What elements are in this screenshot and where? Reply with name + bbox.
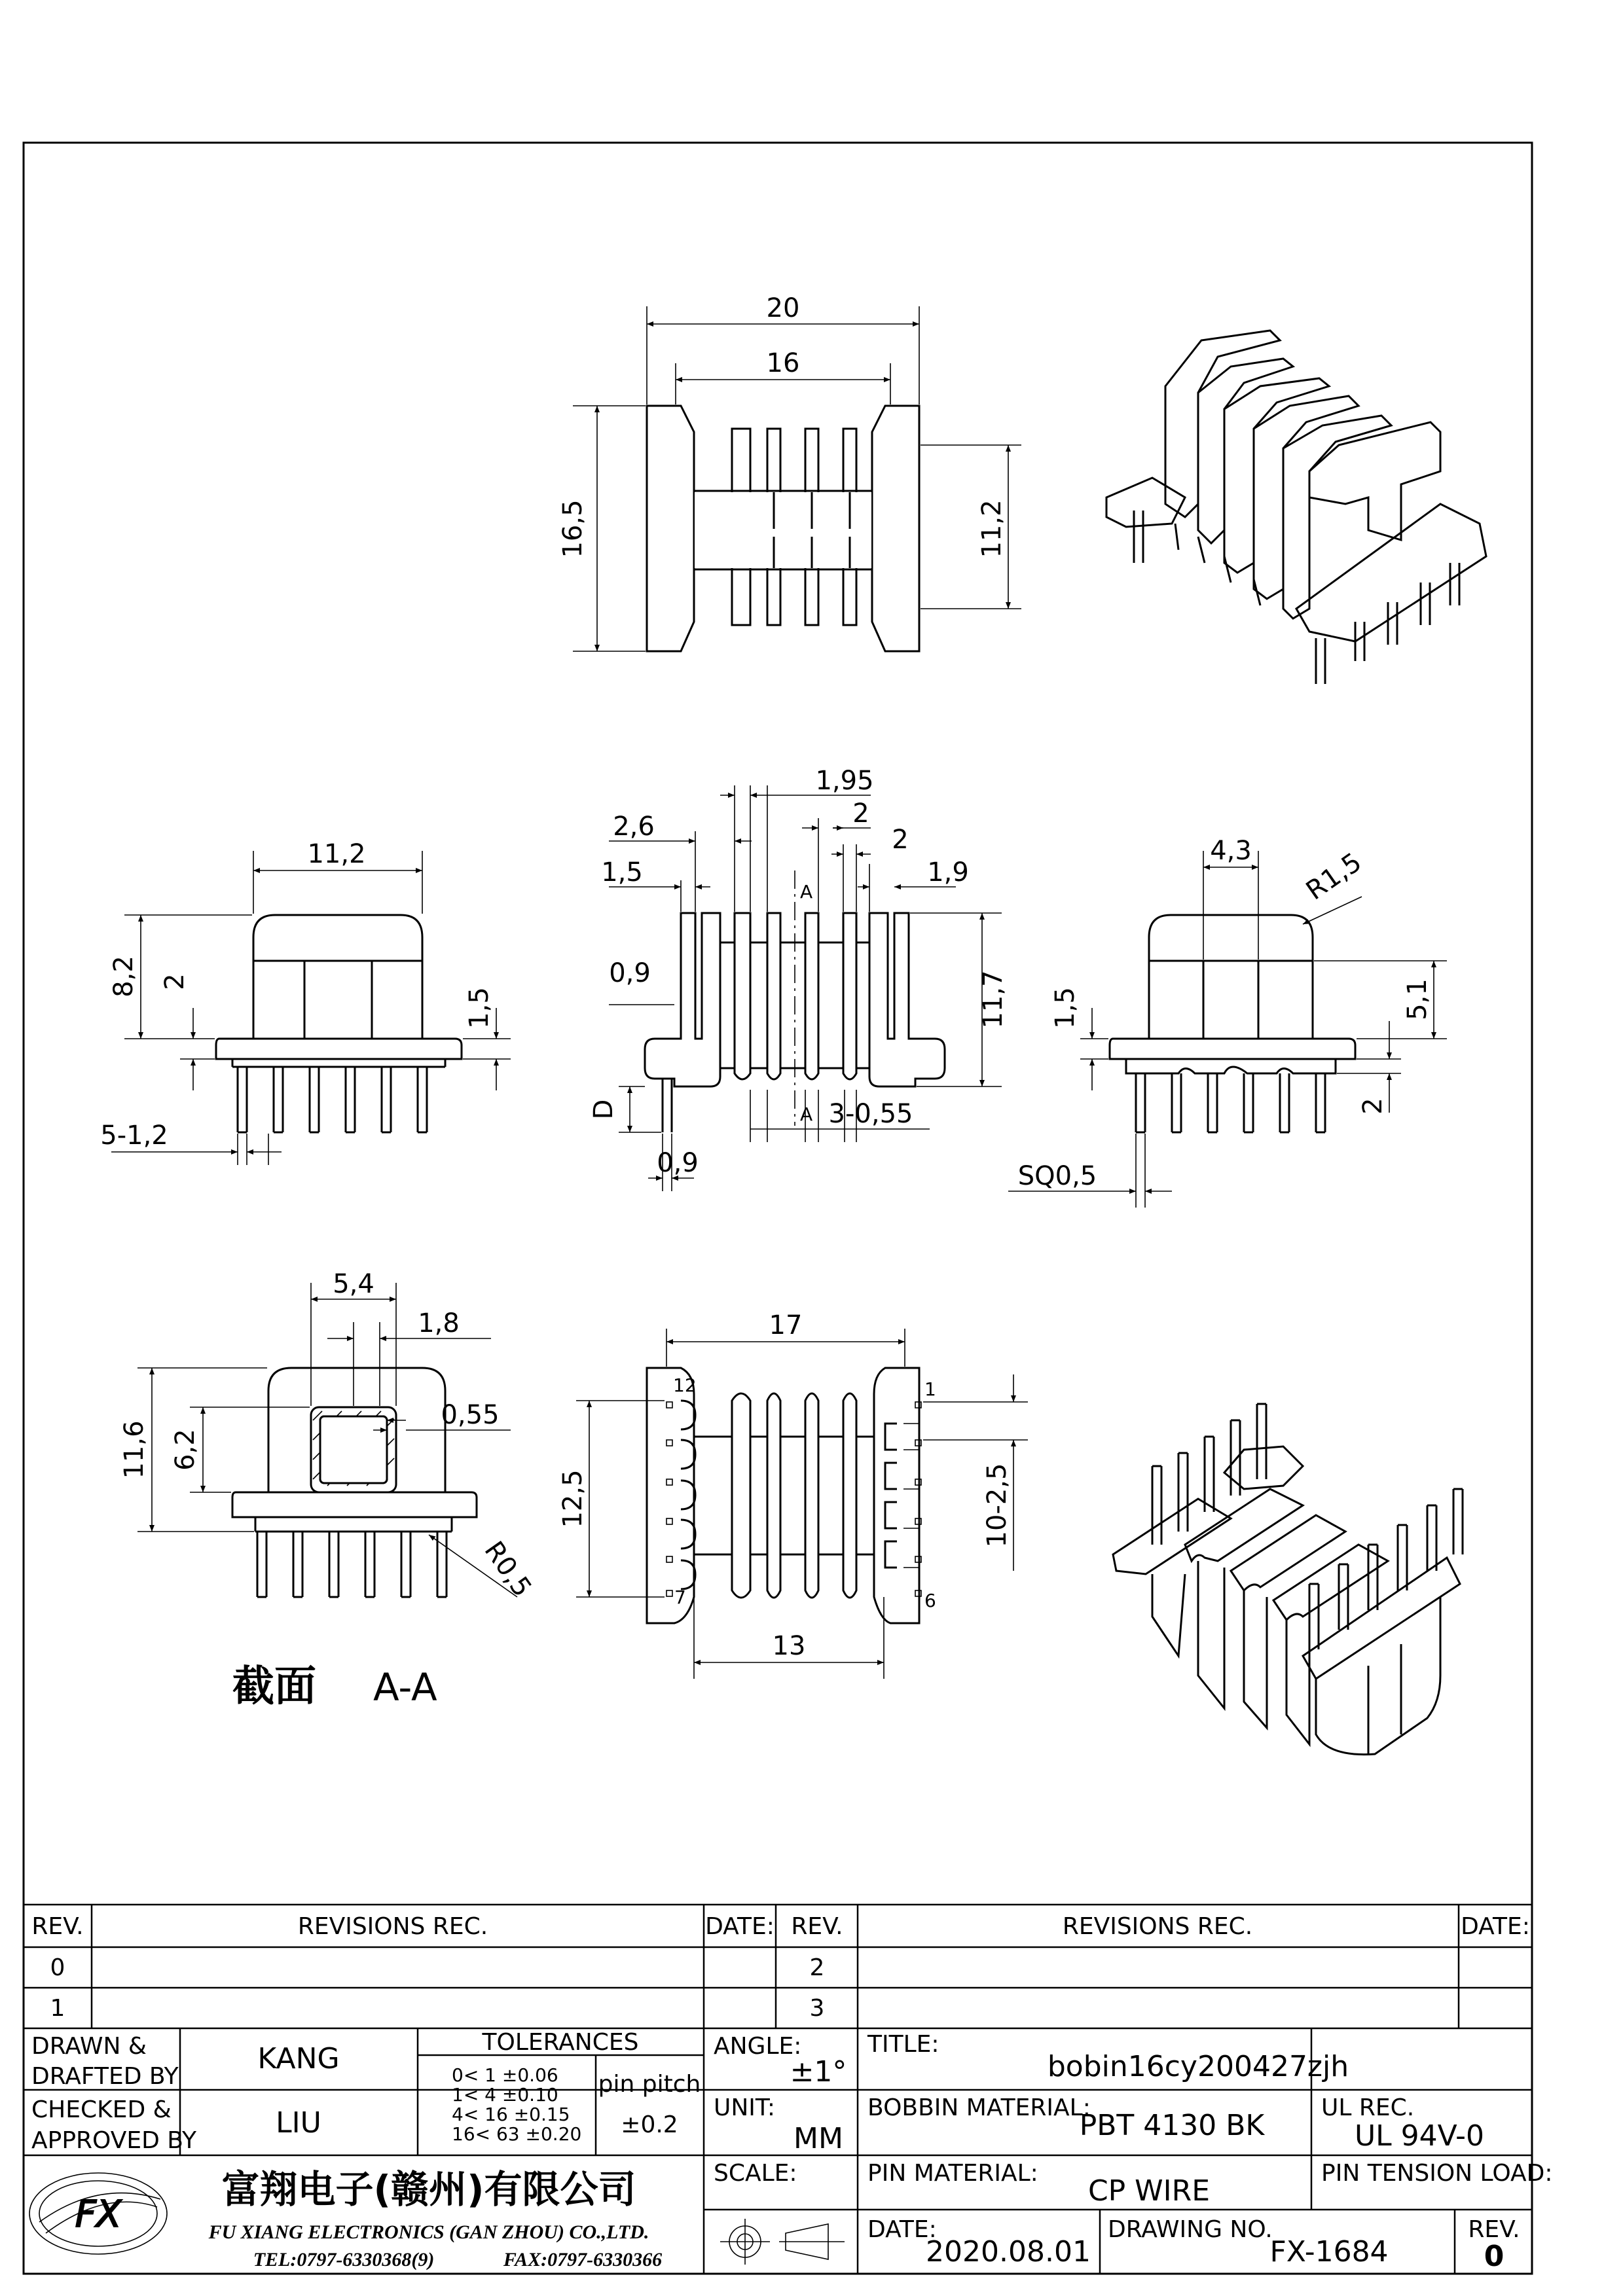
date-header-left: DATE: (705, 1913, 775, 1940)
bobbin-material-label: BOBBIN MATERIAL: (867, 2094, 1091, 2121)
bottom-view (576, 1329, 1028, 1679)
dim-bot-inner: 13 (772, 1631, 806, 1661)
pin-tension-label: PIN TENSION LOAD: (1321, 2160, 1553, 2187)
dim-top-width-outer: 20 (766, 293, 800, 323)
dim-sec-width: 5,4 (333, 1269, 374, 1299)
dim-mid-d: D (589, 1099, 619, 1120)
dim-right-radius: R1,5 (1300, 847, 1368, 906)
company-tel: TEL:0797-6330368(9) (253, 2249, 435, 2270)
drawn-by: KANG (257, 2042, 340, 2075)
dim-left-pin-pitch: 5-1,2 (100, 1121, 168, 1151)
pin-pitch-label: pin pitch (598, 2071, 701, 2098)
title-value: bobin16cy200427zjh (1047, 2050, 1349, 2083)
bobbin-material-value: PBT 4130 BK (1079, 2109, 1265, 2142)
section-id: A-A (373, 1665, 437, 1710)
angle-value: ±1° (790, 2055, 847, 2089)
pin-1-label: 1 (924, 1378, 936, 1400)
pin-7-label: 7 (674, 1587, 686, 1608)
unit-value: MM (793, 2122, 843, 2155)
pin-material-label: PIN MATERIAL: (867, 2160, 1038, 2187)
section-mark-bottom: A (800, 1103, 813, 1125)
rev-row-1: 1 (50, 1995, 65, 2022)
company-logo (29, 2173, 167, 2254)
dim-right-width: 4,3 (1210, 836, 1252, 866)
rev-row-3: 3 (809, 1995, 825, 2022)
dim-left-height: 8,2 (109, 956, 139, 997)
dim-right-base: 1,5 (1050, 987, 1080, 1029)
dim-sec-inner: 6,2 (170, 1429, 200, 1471)
tolerances-label: TOLERANCES (482, 2029, 639, 2056)
dim-sec-wall: 1,8 (418, 1308, 460, 1338)
dim-right-sq: SQ0,5 (1017, 1161, 1097, 1191)
dim-bot-width: 17 (769, 1310, 803, 1340)
rev-value: 0 (1484, 2240, 1504, 2273)
dim-sec-height: 11,6 (119, 1420, 149, 1479)
title-label: TITLE: (867, 2031, 939, 2058)
tolerance-line-2: 1< 4 ±0.10 (452, 2084, 558, 2106)
front-view (609, 785, 1002, 1191)
pin-6-label: 6 (924, 1590, 936, 1611)
pin-12-label: 12 (673, 1374, 697, 1396)
angle-label: ANGLE: (714, 2033, 802, 2060)
left-view (111, 851, 511, 1165)
dim-top-width-inner: 16 (766, 348, 800, 378)
rev-header-left: REV. (31, 1913, 84, 1940)
dim-bot-height: 12,5 (558, 1469, 588, 1528)
rev-row-2: 2 (809, 1954, 825, 1981)
dim-right-pin: 2 (1358, 1098, 1388, 1115)
projection-symbol (720, 2219, 845, 2265)
company-fax: FAX:0797-6330366 (503, 2249, 663, 2270)
dim-sec-radius: R0,5 (478, 1535, 538, 1603)
dim-mid-1-9: 1,9 (927, 857, 969, 888)
logo-text: FX (75, 2193, 122, 2236)
tolerance-line-4: 16< 63 ±0.20 (452, 2123, 582, 2145)
drawn-label-1: DRAWN & (31, 2033, 147, 2060)
dim-mid-2-6: 2,6 (613, 812, 655, 842)
checked-by: LIU (276, 2106, 321, 2140)
rev-header-right: REV. (791, 1913, 843, 1940)
title-block-grid (24, 1905, 1532, 2274)
drawn-label-2: DRAFTED BY (31, 2063, 179, 2090)
dim-bot-pitch: 10-2,5 (982, 1463, 1012, 1548)
drawing-no-value: FX-1684 (1269, 2235, 1389, 2269)
dim-mid-0-9a: 0,9 (609, 958, 651, 988)
dim-left-width: 11,2 (307, 839, 366, 869)
unit-label: UNIT: (714, 2094, 776, 2121)
date-label: DATE: (867, 2216, 937, 2243)
dim-right-height: 5,1 (1402, 978, 1432, 1020)
rev-row-0: 0 (50, 1954, 65, 1981)
pin-material-value: CP WIRE (1087, 2174, 1211, 2208)
tolerance-line-3: 4< 16 ±0.15 (452, 2104, 570, 2125)
dim-mid-2b: 2 (892, 825, 909, 855)
company-name-cn: 富翔电子(赣州)有限公司 (221, 2167, 636, 2212)
dim-left-base: 1,5 (464, 987, 494, 1029)
dim-mid-0-9b: 0,9 (657, 1148, 699, 1178)
dim-mid-slots: 3-0,55 (828, 1099, 913, 1129)
company-name-en: FU XIANG ELECTRONICS (GAN ZHOU) CO.,LTD. (208, 2221, 649, 2243)
checked-label-2: APPROVED BY (31, 2127, 197, 2154)
dim-top-height: 16,5 (558, 499, 588, 558)
date-header-right: DATE: (1461, 1913, 1530, 1940)
drawing-no-label: DRAWING NO. (1108, 2216, 1273, 2243)
tolerance-line-1: 0< 1 ±0.06 (452, 2064, 558, 2086)
revisions-header-left: REVISIONS REC. (297, 1913, 488, 1940)
date-value: 2020.08.01 (926, 2235, 1091, 2269)
dim-top-core-height: 11,2 (977, 499, 1007, 558)
dim-mid-flange: 1,95 (815, 766, 874, 796)
dim-sec-thick: 0,55 (441, 1400, 500, 1430)
scale-label: SCALE: (714, 2160, 797, 2187)
dim-mid-1-5: 1,5 (601, 857, 643, 888)
pin-pitch-value: ±0.2 (621, 2111, 678, 2138)
ul-label: UL REC. (1321, 2094, 1415, 2121)
ul-value: UL 94V-0 (1354, 2119, 1485, 2153)
iso-view-bottom (1113, 1404, 1463, 1755)
revisions-header-right: REVISIONS REC. (1062, 1913, 1253, 1940)
section-label: 截面 (232, 1662, 316, 1711)
dim-mid-height: 11,7 (978, 970, 1008, 1029)
rev-label: REV. (1468, 2216, 1520, 2243)
dim-left-step: 2 (160, 973, 190, 990)
iso-view-top (1106, 331, 1486, 684)
dim-mid-2a: 2 (852, 798, 869, 829)
checked-label-1: CHECKED & (31, 2096, 172, 2123)
section-mark-top: A (800, 881, 813, 903)
